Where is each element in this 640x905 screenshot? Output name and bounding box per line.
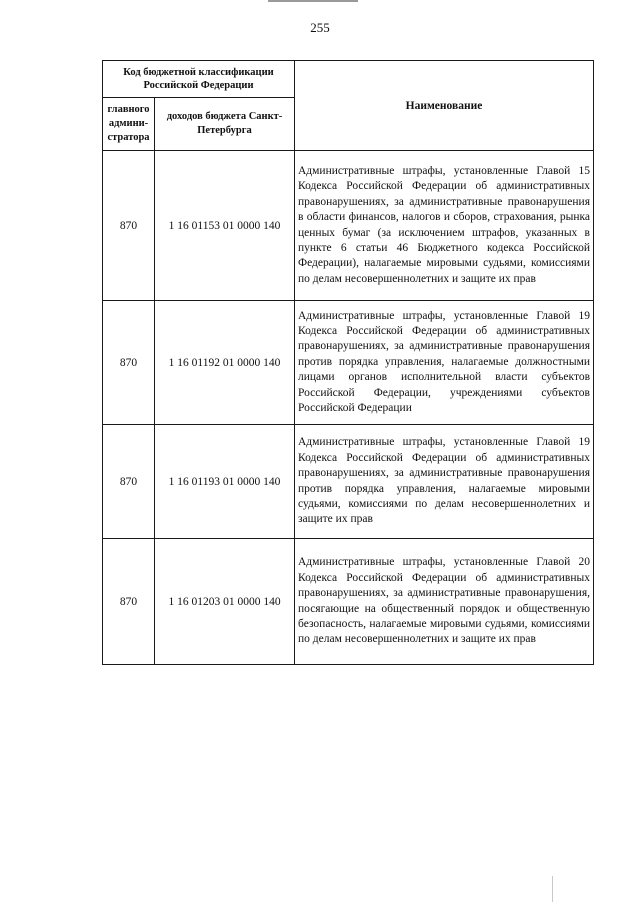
header-revenue: доходов бюджета Санкт-Петербурга xyxy=(155,98,295,151)
row-budget-code: 1 16 01153 01 0000 140 xyxy=(155,151,295,301)
row-name: Административные штрафы, установленные Главой 15 Кодекса Российской Федерации об административных правонарушениях, за административные правонарушения в области финансов, налогов и сборов, страхования, рынка ценных бумаг (за исключением штрафов, указанных в пункте 6 статьи 46 Бюджетного кодекса Российской Федерации), налагаемые мировыми судьями, комиссиями по делам несовершеннолетних и защите их прав xyxy=(295,151,594,301)
row-budget-code: 1 16 01193 01 0000 140 xyxy=(155,425,295,539)
row-admin-code: 870 xyxy=(103,301,155,425)
header-classification-code: Код бюджетной классификации Российской Федерации xyxy=(103,61,295,98)
row-admin-code: 870 xyxy=(103,151,155,301)
row-name: Административные штрафы, установленные Главой 19 Кодекса Российской Федерации об административных правонарушениях, за административные правонарушения против порядка управления, налагаемые должностными лицами органов исполнительной власти субъектов Российской Федерации, учреждениями субъектов Российской Федерации xyxy=(295,301,594,425)
table-row xyxy=(103,301,594,425)
header-admin: главного админи-стратора xyxy=(103,98,155,151)
row-admin-code: 870 xyxy=(103,425,155,539)
row-name: Административные штрафы, установленные Главой 19 Кодекса Российской Федерации об административных правонарушениях, за административные правонарушения против порядка управления, налагаемые мировыми судьями, комиссиями по делам несовершеннолетних и защите их прав xyxy=(295,425,594,539)
row-budget-code: 1 16 01192 01 0000 140 xyxy=(155,301,295,425)
budget-classification-table xyxy=(102,60,594,665)
page-number: 255 xyxy=(310,20,330,35)
header-name: Наименование xyxy=(295,61,594,151)
scan-artifact xyxy=(268,0,358,2)
row-admin-code: 870 xyxy=(103,539,155,665)
row-name: Административные штрафы, установленные Главой 20 Кодекса Российской Федерации об административных правонарушениях, за административные правонарушения, посягающие на общественный порядок и общественную безопасность, налагаемые мировыми судьями, комиссиями по делам несовершеннолетних и защите их прав xyxy=(295,539,594,665)
table-row xyxy=(103,425,594,539)
row-budget-code: 1 16 01203 01 0000 140 xyxy=(155,539,295,665)
table-row xyxy=(103,539,594,665)
scan-artifact xyxy=(552,876,553,902)
table-row xyxy=(103,151,594,301)
table-header-row xyxy=(103,61,594,98)
